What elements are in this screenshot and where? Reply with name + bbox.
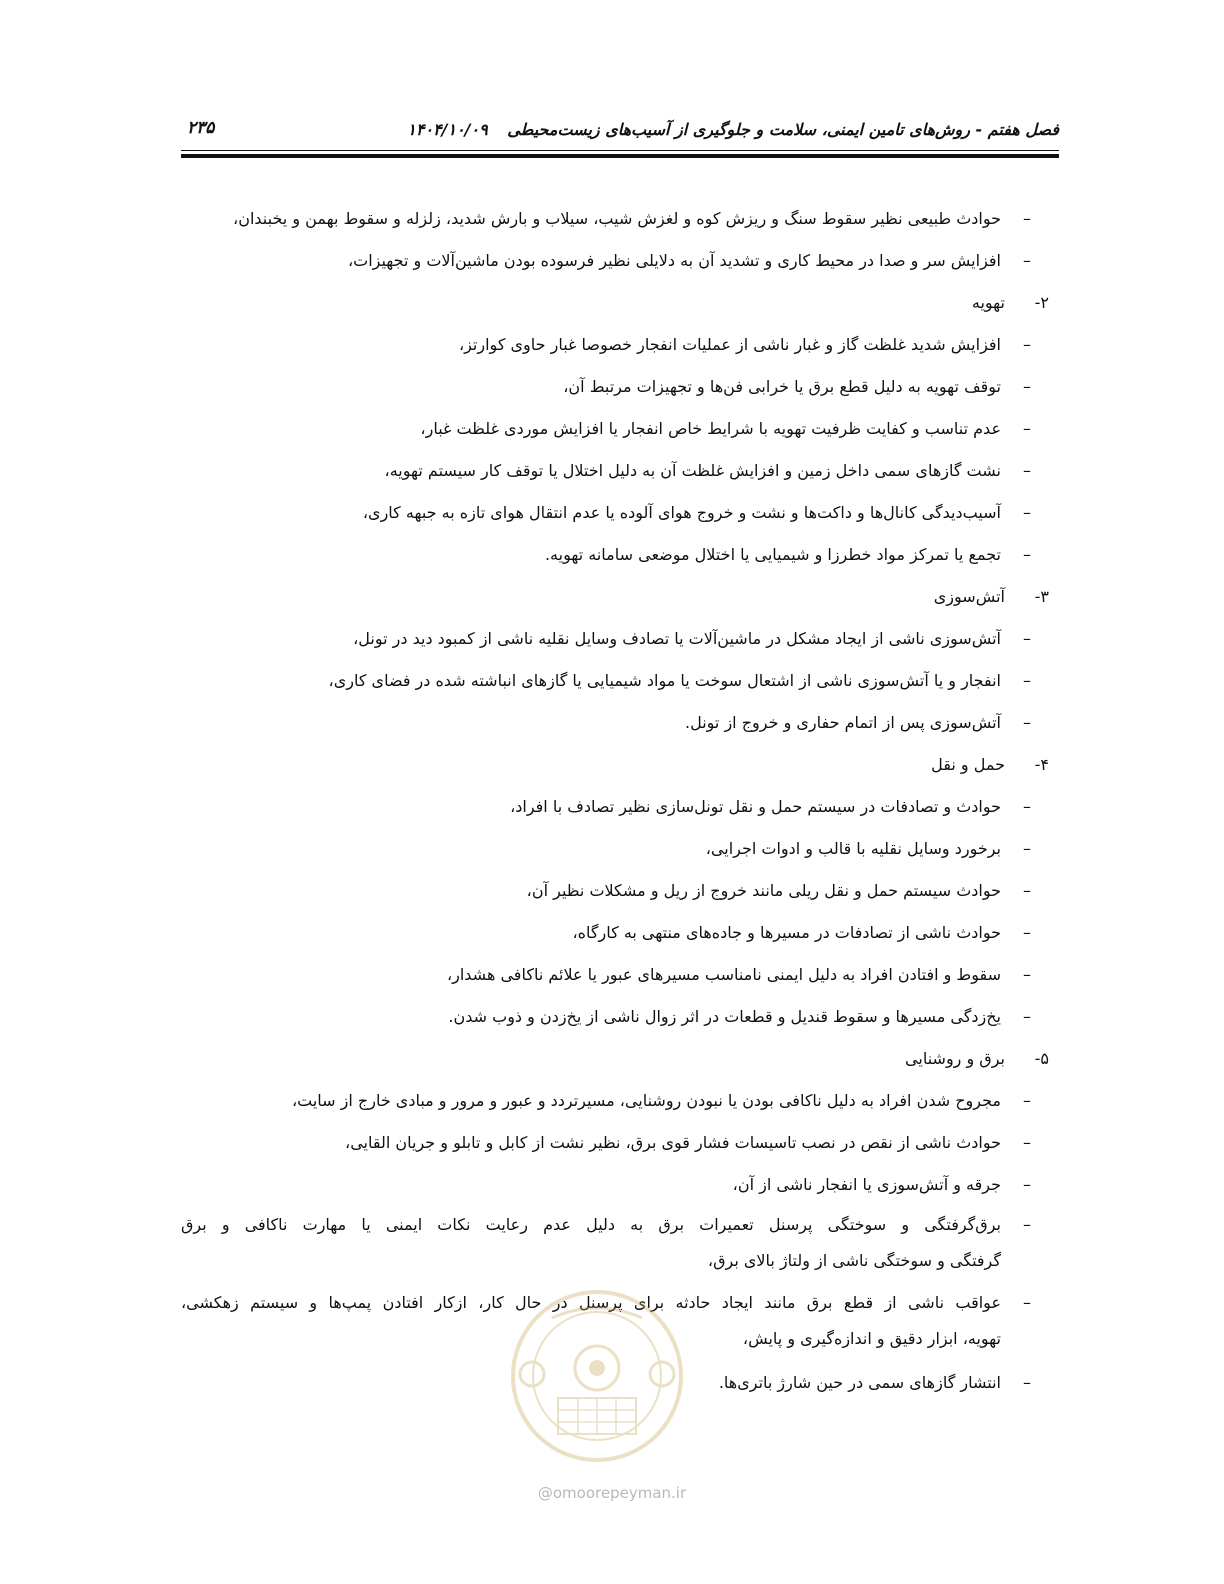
list-item: – تجمع یا تمرکز مواد خطرزا و شیمیایی یا اختلال موضعی سامانه تهویه. — [181, 534, 1059, 576]
document-body — [181, 198, 1059, 1404]
list-item: – حوادث ناشی از تصادفات در مسیرها و جاده‌های منتهی به کارگاه، — [181, 912, 1059, 954]
section-title: برق و روشنایی — [905, 1049, 1005, 1068]
page-header — [181, 116, 1059, 146]
list-item: – حوادث ناشی از نقص در نصب تاسیسات فشار قوی برق، نظیر نشت از کابل و تابلو و جریان القایی، — [181, 1122, 1059, 1164]
list-item: – برخورد وسایل نقلیه با قالب و ادوات اجرایی، — [181, 828, 1059, 870]
page-number: ۲۳۵ — [187, 118, 215, 138]
list-item: – توقف تهویه به دلیل قطع برق یا خرابی فن‌ها و تجهیزات مرتبط آن، — [181, 366, 1059, 408]
list-item: – حوادث طبیعی نظیر سقوط سنگ و ریزش کوه و لغزش شیب، سیلاب و بارش شدید، زلزله و سقوط بهمن و یخبندان، — [181, 198, 1059, 240]
list-item: – انتشار گازهای سمی در حین شارژ باتری‌ها. — [181, 1362, 1059, 1404]
header-date: ۱۴۰۴/۱۰/۰۹ — [407, 120, 488, 139]
section-heading-ventilation — [181, 282, 1059, 324]
header-rule-thin — [181, 150, 1059, 151]
section-number: ۵- — [1034, 1049, 1049, 1068]
list-item: – آسیب‌دیدگی کانال‌ها و داکت‌ها و نشت و خروج هوای آلوده یا عدم انتقال هوای تازه به جبهه کاری، — [181, 492, 1059, 534]
section-heading-transport — [181, 744, 1059, 786]
list-item: – آتش‌سوزی پس از اتمام حفاری و خروج از تونل. — [181, 702, 1059, 744]
list-item-line: – عواقب ناشی از قطع برق مانند ایجاد حادثه برای پرسنل در حال کار، ازکار افتادن پمپ‌ها و سیستم زهکشی، — [181, 1284, 1059, 1322]
list-item-line: – برق‌گرفتگی و سوختگی پرسنل تعمیرات برق به دلیل عدم رعایت نکات ایمنی یا مهارت ناکافی و برق — [181, 1206, 1059, 1244]
chapter-title-text: فصل هفتم - روش‌های تامین ایمنی، سلامت و جلوگیری از آسیب‌های زیست‌محیطی — [507, 120, 1059, 139]
list-item: – انفجار و یا آتش‌سوزی ناشی از اشتعال سوخت یا مواد شیمیایی یا گازهای انباشته شده در فضای کاری، — [181, 660, 1059, 702]
watermark-seal-icon — [492, 1278, 702, 1468]
list-item: – افزایش شدید غلظت گاز و غبار ناشی از عملیات انفجار خصوصا غبار حاوی کوارتز، — [181, 324, 1059, 366]
section-title: حمل و نقل — [931, 755, 1005, 774]
list-item: – یخ‌زدگی مسیرها و سقوط قندیل و قطعات در اثر زوال ناشی از یخ‌زدن و ذوب شدن. — [181, 996, 1059, 1038]
list-item: – حوادث سیستم حمل و نقل ریلی مانند خروج از ریل و مشکلات نظیر آن، — [181, 870, 1059, 912]
list-item-continuation: تهویه، ابزار دقیق و اندازه‌گیری و پایش، — [742, 1329, 1001, 1348]
section-number: ۴- — [1034, 755, 1049, 774]
section-heading-fire — [181, 576, 1059, 618]
list-item: – مجروح شدن افراد به دلیل ناکافی بودن یا نبودن روشنایی، مسیرتردد و عبور و مرور و مبادی خارج از سایت، — [181, 1080, 1059, 1122]
list-item: – عدم تناسب و کفایت ظرفیت تهویه با شرایط خاص انفجار یا افزایش موردی غلظت غبار، — [181, 408, 1059, 450]
list-item: – آتش‌سوزی ناشی از ایجاد مشکل در ماشین‌آلات یا تصادف وسایل نقلیه ناشی از کمبود دید در تونل، — [181, 618, 1059, 660]
list-item: – حوادث و تصادفات در سیستم حمل و نقل تونل‌سازی نظیر تصادف با افراد، — [181, 786, 1059, 828]
list-item: – سقوط و افتادن افراد به دلیل ایمنی نامناسب مسیرهای عبور یا علائم ناکافی هشدار، — [181, 954, 1059, 996]
section-heading-electricity — [181, 1038, 1059, 1080]
list-item-continuation: گرفتگی و سوختگی ناشی از ولتاژ بالای برق، — [707, 1251, 1001, 1270]
section-number: ۲- — [1034, 293, 1049, 312]
list-item: – افزایش سر و صدا در محیط کاری و تشدید آن به دلایلی نظیر فرسوده بودن ماشین‌آلات و تجهیزات، — [181, 240, 1059, 282]
section-number: ۳- — [1034, 587, 1049, 606]
footer-website: @omoorepeyman.ir — [537, 1484, 687, 1502]
section-title: تهویه — [971, 293, 1005, 312]
section-title: آتش‌سوزی — [933, 587, 1005, 606]
chapter-title — [407, 120, 1059, 139]
list-item: – نشت گازهای سمی داخل زمین و افزایش غلظت آن به دلیل اختلال یا توقف کار سیستم تهویه، — [181, 450, 1059, 492]
list-item: – جرقه و آتش‌سوزی یا انفجار ناشی از آن، — [181, 1164, 1059, 1206]
header-rule-thick — [181, 154, 1059, 158]
